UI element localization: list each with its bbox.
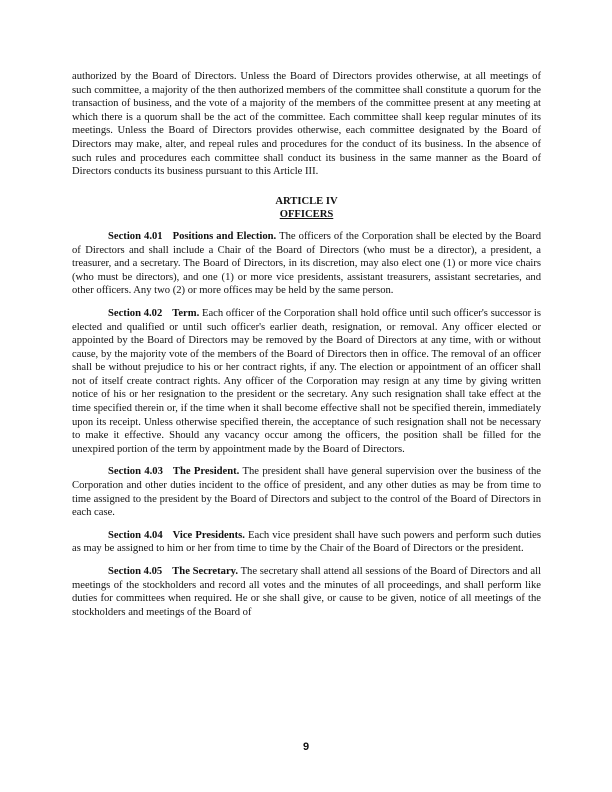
section-body: The president shall have general supervision over the business of the Corporation and other duties incident to the office of president, and any other duties as may be from time to time assigned to the president by the Board of Directors and subject to the control of the Board of Directors in each case.: [72, 466, 541, 519]
section-number: Section 4.03: [108, 466, 163, 478]
section-body: Each vice president shall have such powers and perform such duties as may be assigned to him or her from time to time by the Chair of the Board of Directors or the president.: [72, 529, 541, 555]
section-paragraph: [72, 307, 541, 457]
section-title: Term.: [172, 307, 200, 319]
section-paragraph: [72, 230, 541, 298]
section-number: Section 4.01: [108, 230, 163, 242]
section-number: Section 4.05: [108, 566, 163, 577]
page-number: 9: [302, 741, 310, 753]
section-title: Positions and Election.: [172, 230, 277, 242]
article-heading: [72, 195, 541, 222]
section-paragraph: [72, 565, 541, 619]
section-title: The President.: [172, 466, 240, 478]
section-body: Each officer of the Corporation shall hold office until such officer's successor is elected and qualified or until such officer's earlier death, resignation, or removal. Any officer elected or appointed by the Board of Directors may be removed by the Board of Directors at any time, with or without cause, by the majority vote of the members of the Board of Directors then in office. The removal of an officer shall be without prejudice to his or her contract rights, if any. The election or appointment of an officer shall not of itself create contract rights. Any officer of the Corporation may resign at any time by giving written notice of his or her resignation to the president or the secretary. Any such resignation shall take effect at the time specified therein or, if the time when it shall become effective shall not be specified therein, immediately upon its receipt. Unless otherwise specified therein, the acceptance of such resignation shall not be necessary to make it effective. Should any vacancy occur among the officers, the position shall be filled for the unexpired portion of the term by appointment made by the Board of Directors.: [72, 307, 541, 455]
article-title: OFFICERS: [279, 209, 334, 221]
section-paragraph: [72, 465, 541, 519]
section-number: Section 4.02: [108, 307, 163, 319]
section-title: Vice Presidents.: [172, 529, 245, 541]
continuation-paragraph: authorized by the Board of Directors. Unless the Board of Directors provides otherwise, at all meetings of such committee, a majority of the then authorized members of the committee shall constitute a quorum for the transaction of business, and the vote of a majority of the members of the committee present at any meeting at which there is a quorum shall be the act of the committee. Each committee shall keep regular minutes of its meetings. Unless the Board of Directors provides otherwise, each committee designated by the Board of Directors may make, alter, and repeal rules and procedures for the conduct of its business. In the absence of such rules and procedures each committee shall conduct its business in the same manner as the Board of Directors conducts its business pursuant to this Article III.: [72, 71, 541, 178]
document-page: [72, 70, 541, 628]
section-number: Section 4.04: [108, 529, 163, 541]
article-number: ARTICLE IV: [275, 195, 338, 207]
section-title: The Secretary.: [172, 566, 239, 577]
section-paragraph: [72, 529, 541, 556]
section-body: The secretary shall attend all sessions of the Board of Directors and all meetings of the stockholders and record all votes and the minutes of all proceedings, and shall perform like duties for committees when required. He or she shall give, or cause to be given, notice of all meetings of the stockholders and meetings of the Board of: [72, 566, 541, 618]
section-body: The officers of the Corporation shall be elected by the Board of Directors and shall include a Chair of the Board of Directors (who must be a director), a president, a treasurer, and a secretary. The Board of Directors, in its discretion, may also elect one (1) or more vice chairs (who must be directors), and one (1) or more vice presidents, assistant treasurers, assistant secretaries, and other officers. Any two (2) or more offices may be held by the same person.: [72, 230, 542, 297]
